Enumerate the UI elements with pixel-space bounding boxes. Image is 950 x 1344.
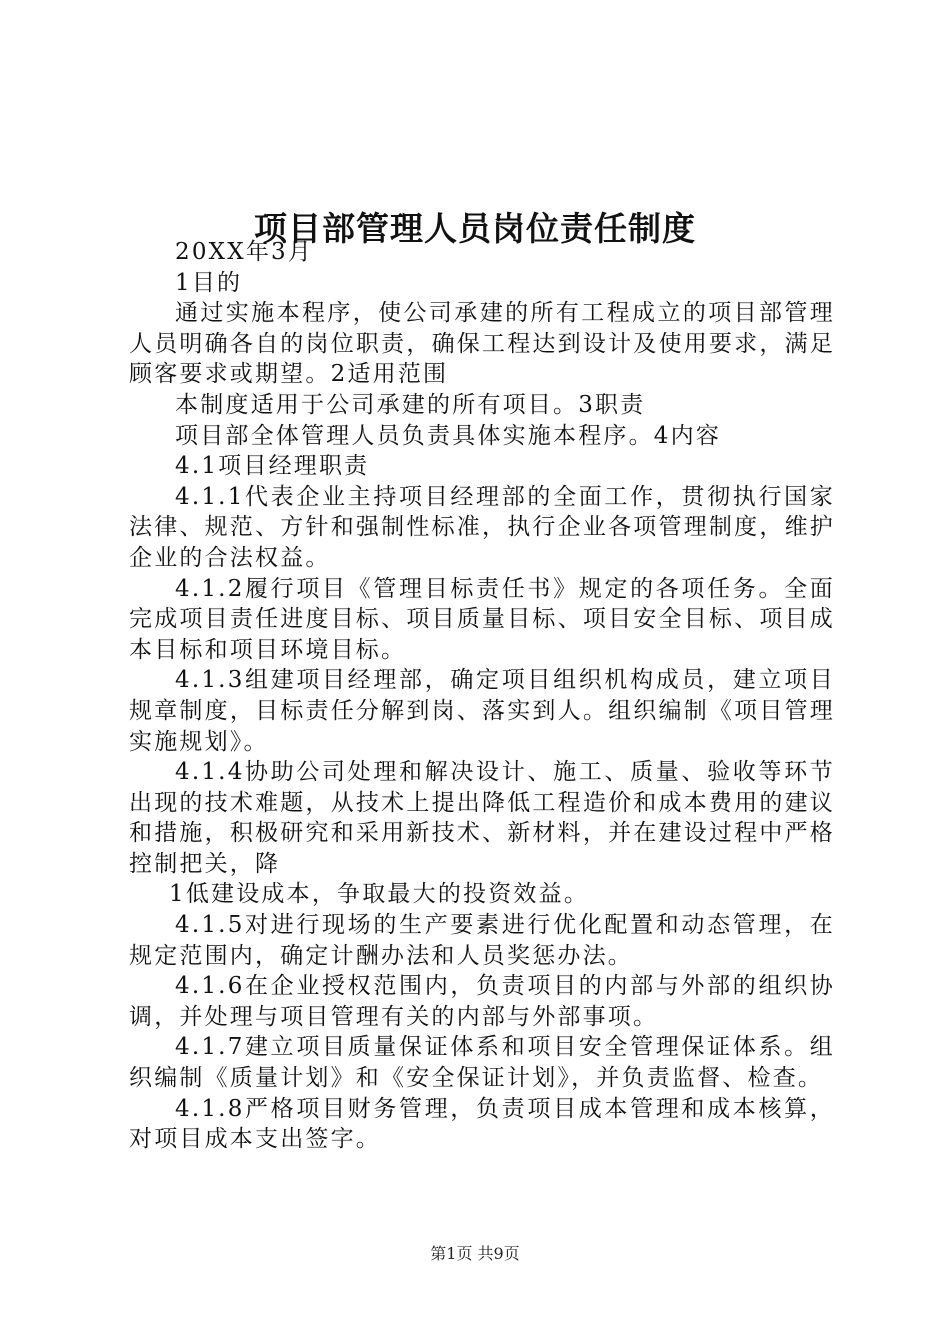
page-footer: 第1页 共9页: [430, 1244, 520, 1263]
document-title: 项目部管理人员岗位责任制度: [254, 209, 696, 249]
paragraph-date: 20XX年3月: [175, 239, 314, 265]
paragraph-4-1-3: 4.1.3组建项目经理部，确定项目组织机构成员，建立项目规章制度，目标责任分解到岗、落实到人。组织编制《项目管理实施规划》。: [129, 667, 835, 755]
paragraph-4-1: 4.1项目经理职责: [175, 453, 370, 480]
paragraph-section-1: 1目的: [175, 269, 243, 296]
paragraph-4-1-8: 4.1.8严格项目财务管理，负责项目成本管理和成本核算，对项目成本支出签字。: [129, 1095, 835, 1153]
paragraph-4-1-5: 4.1.5对进行现场的生产要素进行优化配置和动态管理，在规定范围内，确定计酬办法和人员奖惩办法。: [129, 912, 835, 969]
document-body: [129, 237, 835, 1155]
paragraph-continuation: 1低建设成本，争取最大的投资效益。: [169, 881, 590, 908]
paragraph-responsibility: 项目部全体管理人员负责具体实施本程序。4内容: [175, 422, 722, 449]
paragraph-purpose: 通过实施本程序，使公司承建的所有工程成立的项目部管理人员明确各自的岗位职责，确保工程达到设计及使用要求，满足顾客要求或期望。2适用范围: [129, 300, 835, 388]
paragraph-4-1-2: 4.1.2履行项目《管理目标责任书》规定的各项任务。全面完成项目责任进度目标、项目质量目标、项目安全目标、项目成本目标和项目环境目标。: [129, 575, 835, 663]
paragraph-4-1-4: 4.1.4协助公司处理和解决设计、施工、质量、验收等环节出现的技术难题，从技术上提出降低工程造价和成本费用的建议和措施，积极研究和采用新技术、新材料，并在建设过程中严格控制把关，降: [129, 759, 835, 877]
paragraph-4-1-1: 4.1.1代表企业主持项目经理部的全面工作，贯彻执行国家法律、规范、方针和强制性标准，执行企业各项管理制度，维护企业的合法权益。: [129, 483, 835, 571]
paragraph-4-1-7: 4.1.7建立项目质量保证体系和项目安全管理保证体系。组织编制《质量计划》和《安全保证计划》，并负责监督、检查。: [129, 1034, 835, 1092]
paragraph-scope: 本制度适用于公司承建的所有项目。3职责: [175, 391, 646, 418]
paragraph-4-1-6: 4.1.6在企业授权范围内，负责项目的内部与外部的组织协调，并处理与项目管理有关的内部与外部事项。: [129, 973, 835, 1030]
